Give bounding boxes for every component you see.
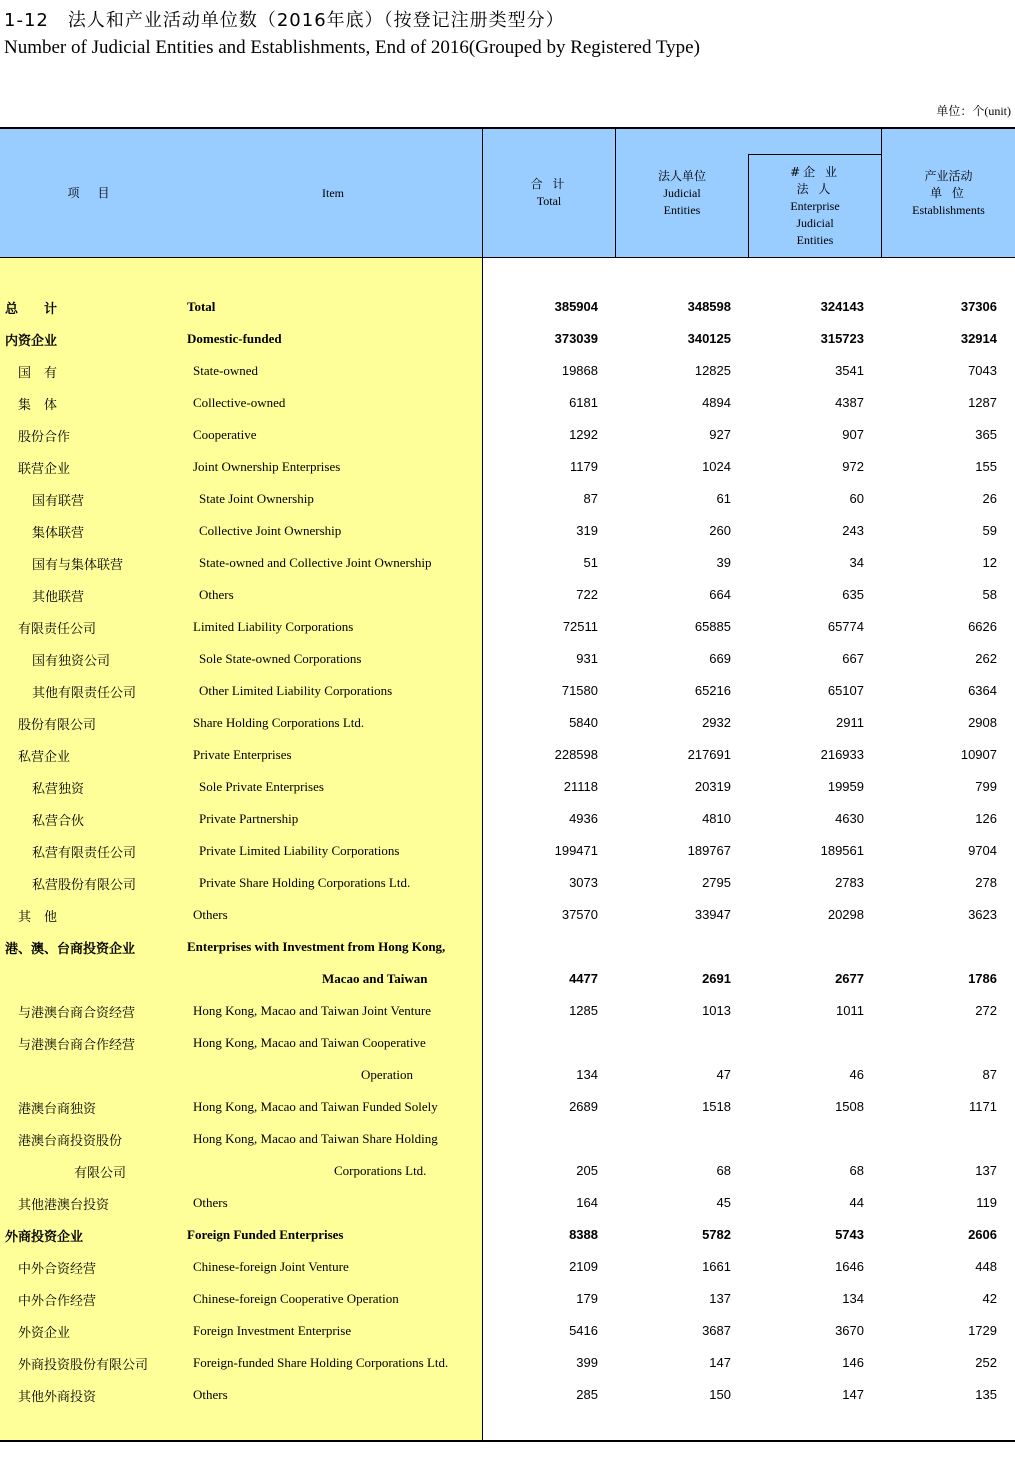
value-total: 319 (576, 523, 598, 538)
row-label-en: Sole State-owned Corporations (199, 651, 362, 666)
unit-label-en: (unit) (984, 104, 1011, 118)
value-establishments: 135 (975, 1387, 997, 1402)
value-total: 87 (583, 491, 598, 506)
value-establishments: 799 (975, 779, 997, 794)
value-total: 285 (576, 1387, 598, 1402)
row-label-cn: 外资企业 (18, 1326, 71, 1341)
value-judicial: 664 (709, 587, 731, 602)
value-judicial: 150 (709, 1387, 731, 1402)
value-judicial: 3687 (702, 1323, 731, 1338)
row-label-en: Foreign Funded Enterprises (187, 1227, 344, 1242)
value-enterprise: 243 (842, 523, 864, 538)
row-label-en: Enterprises with Investment from Hong Kong, (187, 939, 446, 954)
value-judicial: 61 (716, 491, 731, 506)
value-enterprise: 146 (842, 1355, 864, 1370)
row-label-en: Others (193, 907, 228, 922)
value-total: 21118 (563, 779, 598, 794)
value-enterprise: 972 (842, 459, 864, 474)
row-label-cn: 有限公司 (74, 1166, 127, 1181)
row-label-cn: 其他港澳台投资 (18, 1198, 110, 1213)
value-judicial: 20319 (694, 779, 731, 794)
row-label-cn: 股份有限公司 (18, 718, 97, 733)
row-label-en: Cooperative (193, 427, 257, 442)
table-row (0, 1122, 1015, 1154)
row-label-en: Other Limited Liability Corporations (199, 683, 393, 698)
row-label-cn: 与港澳台商合资经营 (18, 1006, 136, 1021)
row-label-en: Others (193, 1387, 228, 1402)
value-establishments: 37306 (960, 299, 997, 314)
row-label-en: Operation (361, 1067, 413, 1082)
row-label-en: Chinese-foreign Cooperative Operation (193, 1291, 399, 1306)
value-establishments: 26 (982, 491, 997, 506)
table-row (0, 898, 1015, 930)
value-total: 19868 (561, 363, 598, 378)
value-judicial: 189767 (687, 843, 731, 858)
value-total: 2689 (569, 1099, 598, 1114)
value-enterprise: 46 (849, 1067, 864, 1082)
row-label-cn: 港澳台商独资 (18, 1102, 97, 1117)
unit-label-cn: 单位：个 (936, 104, 985, 118)
value-establishments: 119 (976, 1195, 997, 1210)
row-label-en: State-owned and Collective Joint Ownership (199, 555, 432, 570)
value-establishments: 252 (975, 1355, 997, 1370)
value-judicial: 340125 (687, 331, 731, 346)
value-establishments: 6626 (968, 619, 997, 634)
value-enterprise: 216933 (820, 747, 864, 762)
value-establishments: 1287 (968, 395, 997, 410)
row-label-en: Hong Kong, Macao and Taiwan Funded Solely (193, 1099, 438, 1114)
value-enterprise: 44 (849, 1195, 864, 1210)
header-enterprise-en2: Judicial (796, 216, 834, 230)
value-total: 179 (576, 1291, 598, 1306)
header-enterprise-en1: Enterprise (790, 199, 840, 213)
header-estab-cn1: 产业活动 (924, 169, 973, 183)
value-total: 164 (576, 1195, 598, 1210)
value-total: 5840 (569, 715, 598, 730)
header-establishments (882, 168, 1015, 219)
value-enterprise: 3541 (835, 363, 864, 378)
row-label-cn: 其他外商投资 (18, 1390, 97, 1405)
row-label-cn: 私营有限责任公司 (32, 846, 137, 861)
value-enterprise: 1508 (835, 1099, 864, 1114)
value-establishments: 126 (975, 811, 997, 826)
value-total: 71580 (561, 683, 598, 698)
row-label-cn: 港澳台商投资股份 (18, 1134, 123, 1149)
value-enterprise: 147 (842, 1387, 864, 1402)
table-row (0, 290, 1015, 322)
table-row (0, 1314, 1015, 1346)
row-label-en: Limited Liability Corporations (193, 619, 354, 634)
header-judicial (616, 168, 748, 219)
value-enterprise: 324143 (820, 299, 864, 314)
row-label-en: Hong Kong, Macao and Taiwan Share Holding (193, 1131, 438, 1146)
header-estab-cn2: 单 位 (930, 186, 967, 200)
value-enterprise: 2677 (835, 971, 864, 986)
row-label-cn: 其他有限责任公司 (32, 686, 137, 701)
row-label-en: Foreign Investment Enterprise (193, 1323, 352, 1338)
value-enterprise: 1646 (835, 1259, 864, 1274)
value-enterprise: 4387 (835, 395, 864, 410)
value-total: 373039 (554, 331, 598, 346)
value-enterprise: 1011 (836, 1003, 864, 1018)
row-label-en: Private Enterprises (193, 747, 292, 762)
value-establishments: 1729 (968, 1323, 997, 1338)
table-row (0, 1346, 1015, 1378)
row-label-cn: 私营股份有限公司 (32, 878, 137, 893)
value-total: 2109 (569, 1259, 598, 1274)
row-label-en: Others (193, 1195, 228, 1210)
row-label-en: Hong Kong, Macao and Taiwan Cooperative (193, 1035, 426, 1050)
row-label-cn: 总 计 (5, 302, 58, 317)
table-row (0, 802, 1015, 834)
row-label-cn: 国有联营 (32, 494, 85, 509)
value-enterprise: 20298 (827, 907, 864, 922)
table-row (0, 322, 1015, 354)
value-judicial: 2691 (702, 971, 731, 986)
value-enterprise: 189561 (820, 843, 864, 858)
value-total: 4477 (569, 971, 598, 986)
value-judicial: 137 (709, 1291, 731, 1306)
value-total: 37570 (561, 907, 598, 922)
value-total: 134 (576, 1067, 598, 1082)
value-establishments: 155 (975, 459, 997, 474)
header-total-cn: 合 计 (530, 177, 568, 191)
row-label-en: State Joint Ownership (199, 491, 314, 506)
value-judicial: 927 (709, 427, 731, 442)
row-label-cn: 股份合作 (18, 430, 71, 445)
row-label-cn: 其他联营 (32, 590, 85, 605)
value-judicial: 1518 (702, 1099, 731, 1114)
value-enterprise: 315723 (820, 331, 864, 346)
value-establishments: 87 (982, 1067, 997, 1082)
value-total: 931 (576, 651, 598, 666)
value-establishments: 1171 (969, 1099, 997, 1114)
value-establishments: 3623 (968, 907, 997, 922)
row-label-cn: 私营合伙 (32, 814, 85, 829)
value-judicial: 4894 (702, 395, 731, 410)
table-row (0, 738, 1015, 770)
value-judicial: 65885 (694, 619, 731, 634)
row-label-cn: 国有独资公司 (32, 654, 111, 669)
value-judicial: 4810 (702, 811, 731, 826)
page-title-en: Number of Judicial Entities and Establishments, End of 2016(Grouped by Registered Type) (4, 37, 700, 58)
value-total: 205 (576, 1163, 598, 1178)
row-label-en: Hong Kong, Macao and Taiwan Joint Venture (193, 1003, 431, 1018)
value-establishments: 272 (975, 1003, 997, 1018)
row-label-en: Domestic-funded (187, 331, 282, 346)
table-row (0, 962, 1015, 994)
header-judicial-en1: Judicial (663, 186, 701, 200)
value-total: 51 (583, 555, 598, 570)
value-establishments: 59 (982, 523, 997, 538)
value-establishments: 2606 (968, 1227, 997, 1242)
row-label-cn: 其 他 (18, 910, 58, 925)
value-judicial: 1013 (702, 1003, 731, 1018)
header-total (483, 176, 615, 210)
table-row (0, 706, 1015, 738)
value-judicial: 348598 (687, 299, 731, 314)
value-establishments: 7043 (968, 363, 997, 378)
value-judicial: 45 (716, 1195, 731, 1210)
value-enterprise: 2911 (836, 715, 864, 730)
row-label-cn: 国有与集体联营 (32, 558, 124, 573)
value-establishments: 6364 (968, 683, 997, 698)
row-label-cn: 外商投资股份有限公司 (18, 1358, 149, 1373)
row-label-en: Corporations Ltd. (334, 1163, 427, 1178)
value-establishments: 278 (975, 875, 997, 890)
value-establishments: 137 (975, 1163, 997, 1178)
value-total: 6181 (569, 395, 598, 410)
row-label-en: Collective Joint Ownership (199, 523, 342, 538)
table-row (0, 386, 1015, 418)
table-row (0, 1154, 1015, 1186)
value-total: 8388 (569, 1227, 598, 1242)
value-total: 199471 (554, 843, 598, 858)
row-label-cn: 中外合作经营 (18, 1294, 97, 1309)
row-label-en: Macao and Taiwan (322, 971, 428, 986)
value-judicial: 5782 (702, 1227, 731, 1242)
table-row (0, 866, 1015, 898)
row-label-en: Private Share Holding Corporations Ltd. (199, 875, 411, 890)
row-label-en: State-owned (193, 363, 258, 378)
table-row (0, 482, 1015, 514)
value-enterprise: 2783 (835, 875, 864, 890)
value-enterprise: 34 (849, 555, 864, 570)
row-label-en: Foreign-funded Share Holding Corporations Ltd. (193, 1355, 449, 1370)
value-enterprise: 907 (842, 427, 864, 442)
value-enterprise: 68 (849, 1163, 864, 1178)
value-judicial: 12825 (694, 363, 731, 378)
value-enterprise: 19959 (827, 779, 864, 794)
table-row (0, 514, 1015, 546)
table-row (0, 1378, 1015, 1410)
row-label-cn: 与港澳台商合作经营 (18, 1038, 136, 1053)
row-label-en: Joint Ownership Enterprises (193, 459, 341, 474)
row-label-en: Total (187, 299, 216, 314)
table-row (0, 1058, 1015, 1090)
header-enterprise-cn2: 法 人 (796, 182, 834, 196)
value-establishments: 10907 (960, 747, 997, 762)
header-total-en: Total (536, 194, 562, 208)
header-item-cn: 项 目 (67, 186, 113, 200)
value-enterprise: 635 (842, 587, 864, 602)
header-bottom-rule (0, 257, 1015, 258)
table-row (0, 1090, 1015, 1122)
table-row (0, 642, 1015, 674)
table-bottom-rule (0, 1440, 1015, 1442)
header-enterprise (749, 164, 881, 249)
row-label-en: Collective-owned (193, 395, 286, 410)
value-enterprise: 60 (849, 491, 864, 506)
value-total: 72511 (562, 619, 598, 634)
value-judicial: 217691 (687, 747, 731, 762)
value-enterprise: 134 (842, 1291, 864, 1306)
header-enterprise-cn1: #企 业 (790, 165, 840, 179)
row-label-en: Private Limited Liability Corporations (199, 843, 400, 858)
value-establishments: 365 (975, 427, 997, 442)
value-judicial: 2795 (702, 875, 731, 890)
table-row (0, 930, 1015, 962)
value-establishments: 32914 (960, 331, 997, 346)
row-label-en: Others (199, 587, 234, 602)
value-establishments: 42 (982, 1291, 997, 1306)
value-judicial: 2932 (702, 715, 731, 730)
value-enterprise: 5743 (835, 1227, 864, 1242)
row-label-en: Sole Private Enterprises (199, 779, 324, 794)
value-enterprise: 4630 (835, 811, 864, 826)
table-row (0, 994, 1015, 1026)
table-row (0, 1282, 1015, 1314)
table-row (0, 1250, 1015, 1282)
header-judicial-en2: Entities (663, 203, 701, 217)
row-label-cn: 有限责任公司 (18, 622, 97, 637)
header-enterprise-en3: Entities (796, 233, 834, 247)
table-row (0, 1218, 1015, 1250)
value-enterprise: 667 (842, 651, 864, 666)
value-total: 4936 (569, 811, 598, 826)
value-enterprise: 65107 (827, 683, 864, 698)
value-total: 5416 (569, 1323, 598, 1338)
value-total: 385904 (554, 299, 598, 314)
value-judicial: 260 (709, 523, 731, 538)
row-label-cn: 内资企业 (5, 334, 58, 349)
page-title-cn: 1-12 法人和产业活动单位数（2016年底）（按登记注册类型分） (4, 10, 565, 31)
value-judicial: 33947 (694, 907, 731, 922)
value-total: 1292 (569, 427, 598, 442)
row-label-en: Private Partnership (199, 811, 299, 826)
table-row (0, 610, 1015, 642)
row-label-cn: 国 有 (18, 366, 58, 381)
value-judicial: 47 (716, 1067, 731, 1082)
table-row (0, 834, 1015, 866)
row-label-cn: 集 体 (18, 398, 58, 413)
value-enterprise: 65774 (827, 619, 864, 634)
value-enterprise: 3670 (835, 1323, 864, 1338)
header-item-en: Item (322, 186, 344, 200)
row-label-cn: 私营独资 (32, 782, 85, 797)
value-judicial: 1024 (702, 459, 731, 474)
row-label-en: Share Holding Corporations Ltd. (193, 715, 365, 730)
row-label-en: Chinese-foreign Joint Venture (193, 1259, 349, 1274)
table-row (0, 1186, 1015, 1218)
table-row (0, 770, 1015, 802)
value-establishments: 58 (982, 587, 997, 602)
row-label-cn: 集体联营 (32, 526, 85, 541)
row-label-cn: 中外合资经营 (18, 1262, 97, 1277)
value-total: 3073 (569, 875, 598, 890)
value-judicial: 39 (716, 555, 731, 570)
table-row (0, 418, 1015, 450)
row-label-cn: 联营企业 (18, 462, 71, 477)
value-total: 722 (576, 587, 598, 602)
table-row (0, 674, 1015, 706)
value-establishments: 2908 (968, 715, 997, 730)
header-estab-en: Establishments (912, 203, 985, 217)
value-judicial: 65216 (694, 683, 731, 698)
value-establishments: 262 (975, 651, 997, 666)
value-total: 399 (576, 1355, 598, 1370)
enterprise-subheader-rule (748, 154, 882, 155)
value-establishments: 12 (982, 555, 997, 570)
value-establishments: 9704 (968, 843, 997, 858)
unit-label (936, 102, 1011, 119)
table-row (0, 546, 1015, 578)
table-row (0, 1026, 1015, 1058)
row-label-cn: 私营企业 (18, 750, 71, 765)
table-row (0, 578, 1015, 610)
row-label-cn: 港、澳、台商投资企业 (5, 942, 136, 957)
table-top-rule (0, 127, 1015, 129)
value-judicial: 147 (709, 1355, 731, 1370)
value-total: 1179 (570, 459, 598, 474)
value-judicial: 68 (716, 1163, 731, 1178)
value-total: 1285 (569, 1003, 598, 1018)
value-establishments: 448 (975, 1259, 997, 1274)
table-row (0, 354, 1015, 386)
value-total: 228598 (554, 747, 598, 762)
header-judicial-cn: 法人单位 (657, 169, 706, 183)
value-judicial: 1661 (702, 1259, 731, 1274)
row-label-cn: 外商投资企业 (5, 1230, 84, 1245)
value-judicial: 669 (709, 651, 731, 666)
table-row (0, 450, 1015, 482)
value-establishments: 1786 (968, 971, 997, 986)
